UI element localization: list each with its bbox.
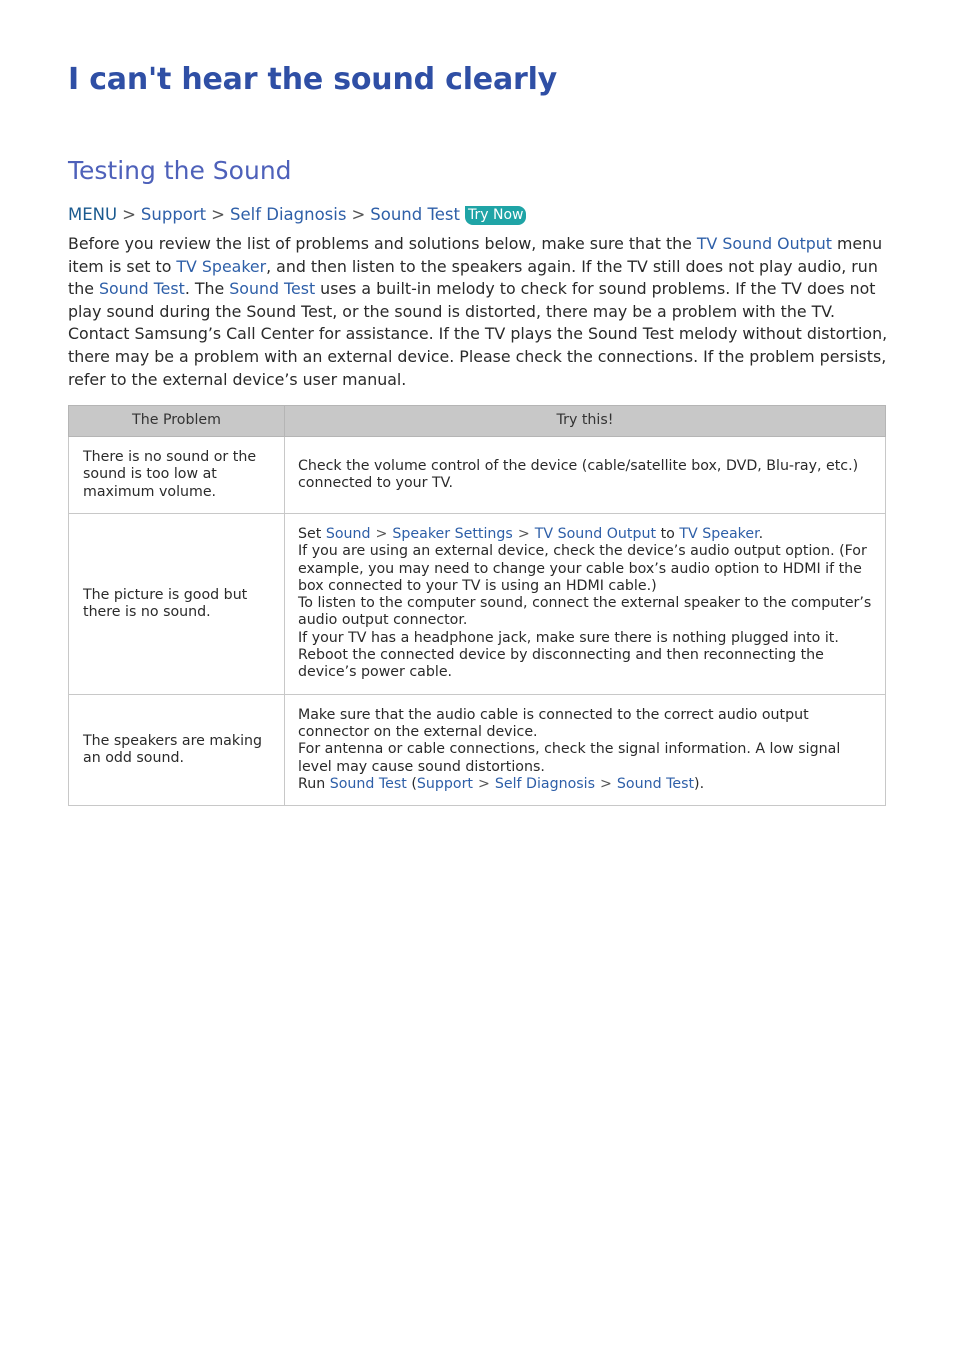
solution-line: For antenna or cable connections, check the signal information. A low signal level may cause sound distortions. — [298, 741, 841, 775]
chevron-right-icon: > — [600, 775, 612, 792]
menu-path-self-diagnosis[interactable]: Self Diagnosis — [494, 775, 596, 792]
menu-path-speaker-settings[interactable]: Speaker Settings — [392, 526, 513, 542]
solution-line: To listen to the computer sound, connect the external speaker to the computer’s audio output connector. — [298, 595, 872, 629]
menu-path-sound[interactable]: Sound — [325, 526, 371, 542]
section-title: Testing the Sound — [68, 156, 292, 185]
solution-text: to — [656, 526, 680, 542]
solution-line — [298, 776, 873, 793]
solution-line: If you are using an external device, check the device’s audio output option. (For example, you may need to change your cable box’s audio option to HDMI if the box connected to your TV is using an HDMI cable.) — [298, 543, 867, 594]
menu-path-support[interactable]: Support — [416, 775, 473, 792]
menu-path-tv-sound-output[interactable]: TV Sound Output — [534, 526, 657, 542]
sound-test-link[interactable]: Sound Test — [229, 279, 316, 299]
solution-cell — [285, 514, 886, 695]
tv-sound-output-link[interactable]: TV Sound Output — [696, 234, 833, 253]
menu-path-tv-speaker[interactable]: TV Speaker — [679, 526, 759, 542]
table-row — [69, 694, 886, 805]
intro-text: . The — [184, 279, 230, 299]
page-title: I can't hear the sound clearly — [68, 62, 558, 97]
breadcrumb-support[interactable]: Support — [140, 205, 207, 224]
sound-test-link[interactable]: Sound Test — [98, 279, 185, 299]
solution-line — [298, 526, 873, 543]
troubleshooting-table — [68, 405, 886, 806]
breadcrumb — [68, 205, 526, 225]
table-header-row — [69, 406, 886, 437]
solution-line: Make sure that the audio cable is connected to the correct audio output connector on the external device. — [298, 706, 809, 740]
chevron-right-icon: > — [477, 775, 490, 792]
breadcrumb-self-diagnosis[interactable]: Self Diagnosis — [229, 205, 347, 224]
intro-text: , and then listen to the speakers again. If the TV still does not play audio, run the — [68, 256, 878, 299]
chevron-right-icon: > — [122, 205, 136, 224]
solution-cell: Check the volume control of the device (cable/satellite box, DVD, Blu-ray, etc.) connected to your TV. — [285, 437, 886, 514]
solution-text: ). — [694, 775, 705, 792]
solution-line: If your TV has a headphone jack, make sure there is nothing plugged into it. — [298, 629, 839, 646]
try-now-button[interactable]: Try Now — [465, 206, 526, 225]
table-row — [69, 514, 886, 695]
column-header-problem: The Problem — [69, 406, 285, 437]
solution-text: ( — [406, 775, 417, 792]
breadcrumb-sound-test[interactable]: Sound Test — [370, 205, 460, 224]
tv-speaker-link[interactable]: TV Speaker — [176, 256, 267, 276]
breadcrumb-menu[interactable]: MENU — [68, 205, 118, 224]
solution-text: Run — [298, 775, 330, 792]
solution-text: Set — [298, 526, 326, 542]
solution-text: . — [758, 526, 764, 542]
chevron-right-icon: > — [517, 526, 530, 542]
column-header-try-this: Try this! — [285, 406, 886, 437]
chevron-right-icon: > — [375, 526, 388, 542]
problem-cell: The picture is good but there is no sound. — [69, 514, 285, 695]
chevron-right-icon: > — [211, 205, 225, 224]
solution-cell — [285, 694, 886, 805]
solution-line: Reboot the connected device by disconnecting and then reconnecting the device’s power cable. — [298, 647, 824, 681]
intro-text: menu item is set to — [68, 234, 883, 276]
table-row — [69, 437, 886, 514]
menu-path-sound-test[interactable]: Sound Test — [616, 775, 695, 792]
problem-cell: The speakers are making an odd sound. — [69, 694, 285, 805]
intro-paragraph — [68, 233, 888, 391]
intro-text: uses a built-in melody to check for sound problems. If the TV does not play sound during the Sound Test, or the sound is distorted, there may be a problem with the TV. Contact Samsung’s Call Center for assistance. If the TV plays the Sound Test melody without distortion, there may be a problem with an external device. Please check the connections. If the problem persists, refer to the external device’s user manual. — [68, 279, 888, 389]
intro-text: Before you review the list of problems and solutions below, make sure that the — [68, 234, 697, 253]
problem-cell: There is no sound or the sound is too low at maximum volume. — [69, 437, 285, 514]
chevron-right-icon: > — [351, 205, 366, 224]
sound-test-link[interactable]: Sound Test — [329, 775, 407, 792]
